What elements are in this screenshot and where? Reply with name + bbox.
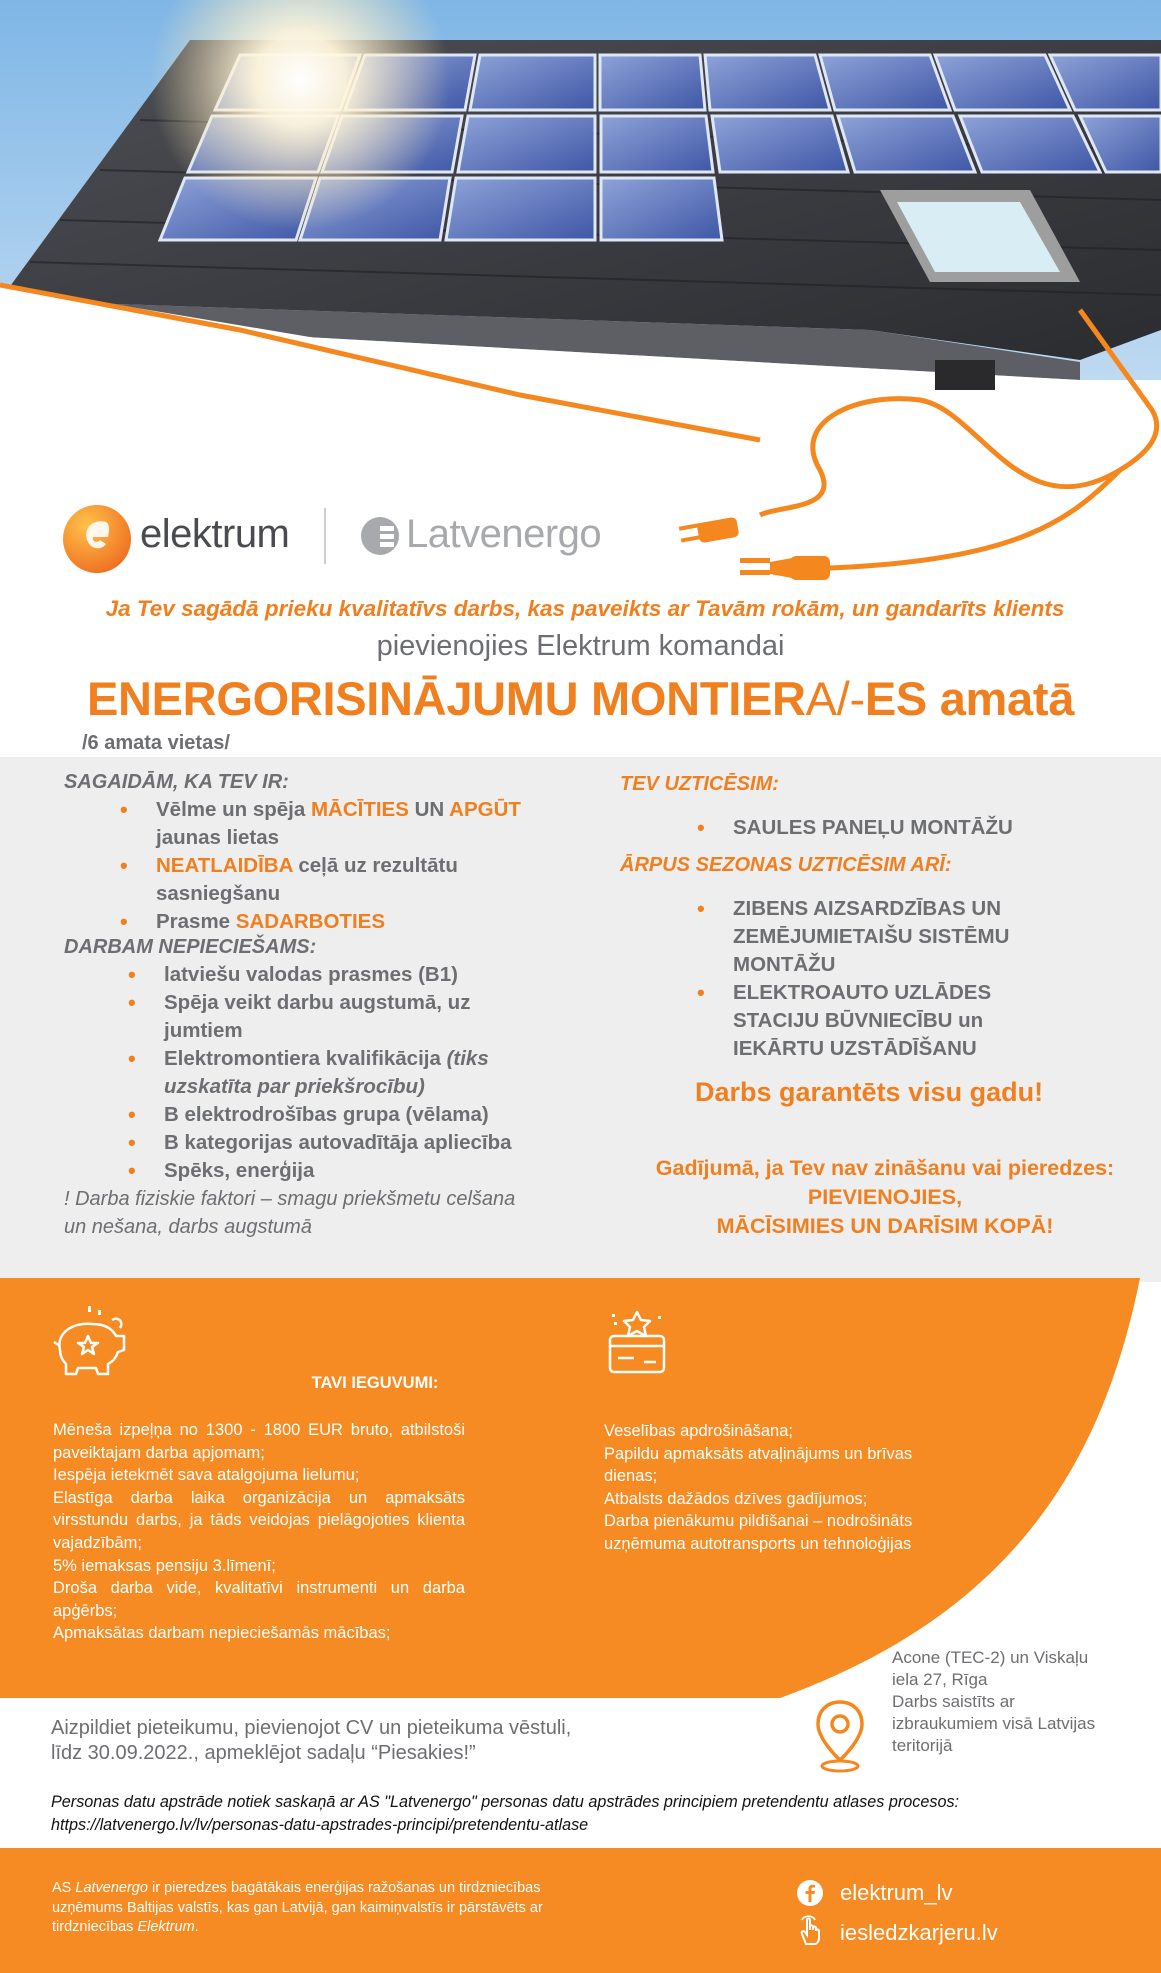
benefit-card-icon [604,1306,674,1376]
latvenergo-logo-icon [360,516,400,556]
join-subtitle: pievienojies Elektrum komandai [376,630,785,662]
benefit-item: 5% iemaksas pensiju 3.līmenī; [53,1556,276,1575]
heading-expectations: SAGAIDĀM, KA TEV IR: [64,771,289,793]
heading-required: DARBAM NEPIECIEŠAMS: [64,936,317,958]
apply-instructions [51,1716,671,1766]
job-title-suffix: A/- [805,672,865,725]
list-item: • Spēks, enerģija [164,1157,544,1185]
required-list [164,961,544,1185]
privacy-link[interactable]: https://latvenergo.lv/lv/personas-datu-apstrades-principi/pretendentu-atlase [51,1816,589,1834]
vacancy-count: /6 amata vietas/ [82,732,230,754]
list-item: • B kategorijas autovadītāja apliecība [164,1129,544,1157]
career-link[interactable]: iesledzkarjeru.lv [840,1920,998,1945]
guarantee-text: Darbs garantēts visu gadu! [695,1077,1044,1107]
elektrum-logo-text: elektrum [140,512,290,556]
job-title-end: ES amatā [864,672,1075,725]
list-item: • NEATLAIDĪBA ceļā uz rezultātu sasniegšanu [156,852,556,908]
location-line: teritorijā [892,1736,953,1755]
plug-cable-graphic [600,300,1161,600]
benefits-heading: TAVI IEGUVUMI: [311,1374,439,1392]
job-title [0,671,1161,726]
benefit-item: Apmaksātas darbam nepieciešamās mācības; [53,1624,391,1643]
list-item: • Prasme SADARBOTIES [156,908,556,936]
benefit-item: Papildu apmaksāts atvaļinājums un brīvas dienas; [604,1444,913,1486]
benefit-item: Elastīga darba laika organizācija un apmaksāts virsstundu darbs, ja tāds veidojas pielāgojoties klienta vajadzībām; [53,1488,465,1552]
location-line: izbraukumiem visā Latvijas [892,1714,1096,1733]
benefit-item: Darba pienākumu pildīšanai – nodrošināts uzņēmuma autotransports un tehnoloģijas [604,1512,913,1553]
callout [620,1154,1150,1241]
pointer-hand-icon [796,1914,824,1948]
list-item: • SAULES PANEĻU MONTĀŽU [733,814,1150,842]
location-text [892,1647,1152,1757]
list-item: • ZIBENS AIZSARDZĪBAS UN ZEMĒJUMIETAIŠU SISTĒMU MONTĀŽU [733,895,1073,979]
callout-line: Gadījumā, ja Tev nav zināšanu vai pieredzes: [655,1156,1115,1180]
benefit-item: Iespēja ietekmēt sava atalgojuma lielumu; [53,1466,360,1485]
benefits-left-list [53,1419,465,1645]
location-line: iela 27, Rīga [892,1670,988,1689]
expectations-list [156,796,556,908]
apply-line: līdz 30.09.2022., apmeklējot sadaļu “Piesakies!” [51,1742,476,1764]
company-about: AS Latvenergo ir pieredzes bagātākais enerģijas ražošanas un tirdzniecības uzņēmums Baltijas valstīs, kas gan Latvijā, gan kaimiņvalstīs ir pārstāvēts ar tirdzniecības Elektrum. [52,1880,543,1935]
callout-line: PIEVIENOJIES, [807,1185,963,1209]
apply-line: Aizpildiet pieteikumu, pievienojot CV un pieteikuma vēstuli, [51,1717,572,1739]
list-item: • Vēlme un spēja MĀCĪTIES UN APGŪT jaunas lietas [156,796,556,852]
footer [0,1848,1161,1973]
facebook-link[interactable]: elektrum_lv [840,1880,953,1905]
benefit-item: Mēneša izpeļņa no 1300 - 1800 EUR bruto, atbilstoši paveiktajam darba apjomam; [53,1421,465,1462]
requirements-column [64,771,584,1241]
logo-bar [62,500,622,580]
list-item: • B elektrodrošības grupa (vēlama) [164,1101,544,1129]
benefits-right-list [604,1420,934,1556]
list-item: • Spēja veikt darbu augstumā, uz jumtiem [164,989,544,1045]
callout-line: MĀCĪSIMIES UN DARĪSIM KOPĀ! [716,1214,1054,1238]
heading-trust: TEV UZTICĒSIM: [620,773,779,795]
offseason-list [733,895,1073,1063]
privacy-notice [51,1791,1151,1837]
benefit-item: Droša darba vide, kvalitatīvi instrumenti un darba apģērbs; [53,1579,465,1620]
tagline: Ja Tev sagādā prieku kvalitatīvs darbs, kas paveikts ar Tavām rokām, un gandarīts klients [105,596,1065,621]
logo-divider [324,508,326,564]
list-item: • ELEKTROAUTO UZLĀDES STACIJU BŪVNIECĪBU un IEKĀRTU UZSTĀDĪŠANU [733,979,1073,1063]
privacy-line: Personas datu apstrāde notiek saskaņā ar AS "Latvenergo" personas datu apstrādes principiem pretendentu atlases procesos: [51,1793,960,1811]
job-title-main: ENERGORISINĀJUMU MONTIER [86,672,806,725]
latvenergo-logo-text: Latvenergo [406,512,602,556]
list-item: • latviešu valodas prasmes (B1) [164,961,544,989]
location-line: Darbs saistīts ar [892,1692,1015,1711]
piggy-bank-icon [48,1302,128,1382]
location-line: Acone (TEC-2) un Viskaļu [892,1648,1089,1667]
list-item: • Elektromontiera kvalifikācija (tiks uzskatīta par priekšrocību) [164,1045,544,1101]
benefit-item: Atbalsts dažādos dzīves gadījumos; [604,1489,868,1508]
responsibilities-column [620,773,1150,1241]
trust-list [733,814,1150,842]
physical-note: ! Darba fiziskie faktori – smagu priekšmetu celšana un nešana, darbs augstumā [64,1188,516,1238]
heading-offseason: ĀRPUS SEZONAS UZTICĒSIM ARĪ: [620,854,952,876]
facebook-icon[interactable] [796,1879,824,1907]
benefit-item: Veselības apdrošināšana; [604,1422,793,1440]
location-pin-icon [812,1698,868,1774]
elektrum-logo-icon [62,504,132,574]
expectations-list-cont [156,908,556,936]
